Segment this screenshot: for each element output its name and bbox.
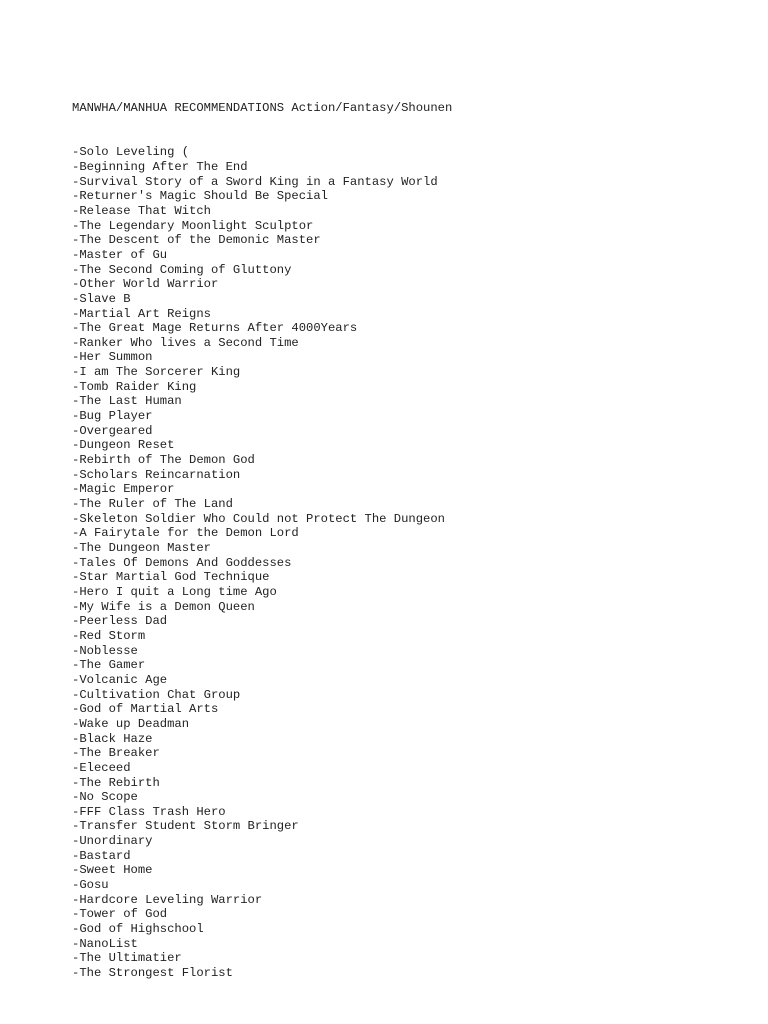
- list-item: -Overgeared: [72, 423, 153, 438]
- list-item: -Tales Of Demons And Goddesses: [72, 555, 292, 570]
- list-item: -Sweet Home: [72, 863, 153, 878]
- document-title: MANWHA/MANHUA RECOMMENDATIONS Action/Fantasy/Shounen: [72, 101, 453, 116]
- list-item: -The Ruler of The Land: [72, 497, 233, 512]
- list-item: -Her Summon: [72, 350, 153, 365]
- list-item: -Transfer Student Storm Bringer: [72, 819, 299, 834]
- list-item: -The Last Human: [72, 394, 182, 409]
- list-item: -Black Haze: [72, 731, 153, 746]
- recommendation-list: [72, 145, 712, 980]
- list-item: -My Wife is a Demon Queen: [72, 599, 255, 614]
- list-item: -The Descent of the Demonic Master: [72, 233, 321, 248]
- list-item: -Master of Gu: [72, 247, 168, 262]
- list-item: -Peerless Dad: [72, 614, 168, 629]
- list-item: -Slave B: [72, 291, 131, 306]
- list-item: -Scholars Reincarnation: [72, 467, 241, 482]
- list-item: -Beginning After The End: [72, 159, 248, 174]
- list-item: -Star Martial God Technique: [72, 570, 270, 585]
- list-item: -Cultivation Chat Group: [72, 687, 241, 702]
- list-item: -Release That Witch: [72, 203, 211, 218]
- list-item: -Bastard: [72, 848, 131, 863]
- list-item: -Gosu: [72, 878, 109, 893]
- list-item: -The Ultimatier: [72, 951, 182, 966]
- list-item: -Wake up Deadman: [72, 716, 190, 731]
- list-item: -Solo Leveling (: [72, 145, 190, 160]
- list-item: -Tower of God: [72, 907, 168, 922]
- list-item: -Skeleton Soldier Who Could not Protect The Dungeon: [72, 511, 445, 526]
- list-item: -Survival Story of a Sword King in a Fantasy World: [72, 174, 438, 189]
- list-item: -Bug Player: [72, 409, 153, 424]
- list-item: -The Breaker: [72, 746, 160, 761]
- list-item: -Hardcore Leveling Warrior: [72, 892, 263, 907]
- list-item: -God of Martial Arts: [72, 702, 219, 717]
- list-item: -Hero I quit a Long time Ago: [72, 584, 277, 599]
- list-item: -The Second Coming of Gluttony: [72, 262, 292, 277]
- list-item: -Tomb Raider King: [72, 379, 197, 394]
- list-item: -FFF Class Trash Hero: [72, 804, 226, 819]
- list-item: -The Legendary Moonlight Sculptor: [72, 218, 314, 233]
- list-item: -Magic Emperor: [72, 482, 175, 497]
- list-item: -No Scope: [72, 790, 138, 805]
- document-page: [72, 72, 712, 995]
- list-item: -The Dungeon Master: [72, 541, 211, 555]
- list-item: -Dungeon Reset: [72, 438, 175, 453]
- list-item: -Volcanic Age: [72, 672, 168, 687]
- list-item: -Other World Warrior: [72, 277, 219, 292]
- list-item: -God of Highschool: [72, 922, 204, 937]
- list-item: -Noblesse: [72, 643, 138, 658]
- list-item: -Returner's Magic Should Be Special: [72, 189, 328, 204]
- list-item: -Martial Art Reigns: [72, 306, 211, 321]
- list-item: -I am The Sorcerer King: [72, 365, 241, 380]
- list-item: -The Rebirth: [72, 775, 160, 790]
- list-item: -NanoList: [72, 936, 138, 951]
- list-item: -Ranker Who lives a Second Time: [72, 335, 299, 350]
- list-item: -The Great Mage Returns After 4000Years: [72, 321, 358, 336]
- list-item: -The Gamer: [72, 658, 146, 673]
- list-item: -A Fairytale for the Demon Lord: [72, 526, 299, 541]
- list-item: -Eleceed: [72, 760, 131, 775]
- list-item: -The Strongest Florist: [72, 966, 233, 981]
- list-item: -Unordinary: [72, 834, 153, 849]
- list-item: -Rebirth of The Demon God: [72, 453, 255, 468]
- list-item: -Red Storm: [72, 628, 146, 643]
